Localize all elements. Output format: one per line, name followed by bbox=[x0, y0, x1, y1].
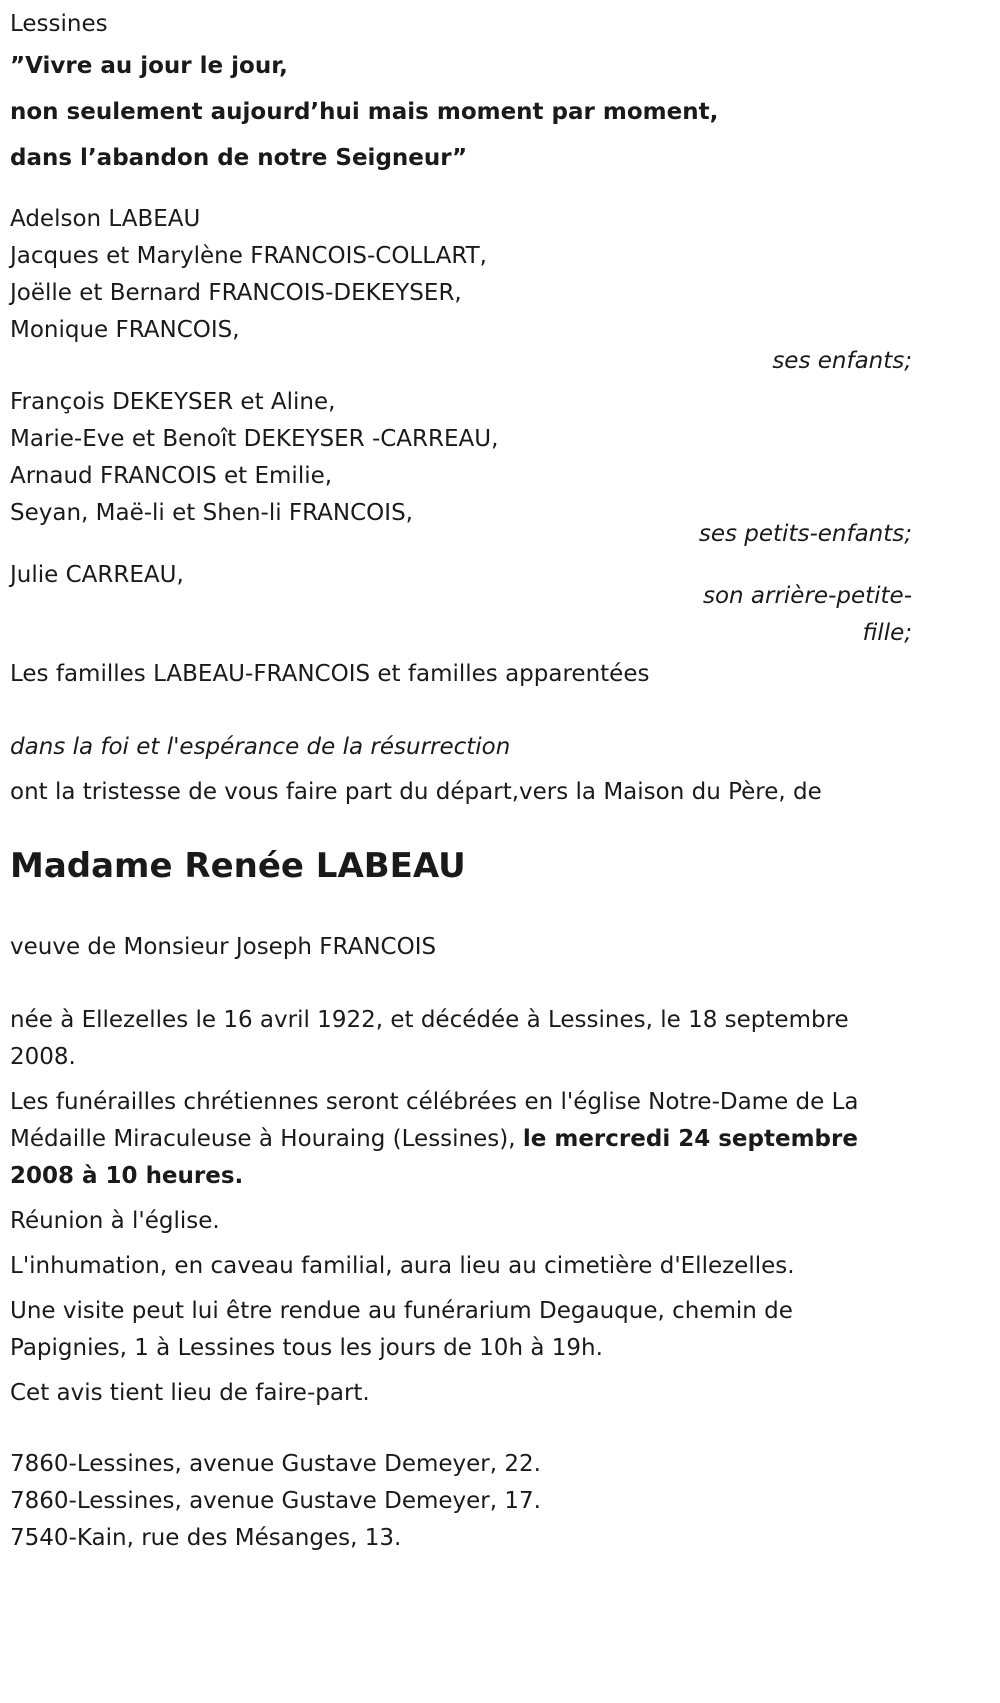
family-member: Julie CARREAU, bbox=[10, 562, 184, 588]
great-grandchild-role: son arrière-petite-fille; bbox=[702, 583, 912, 646]
burial-line: L'inhumation, en caveau familial, aura lieu au cimetière d'Ellezelles. bbox=[10, 1253, 795, 1279]
widow-of-line: veuve de Monsieur Joseph FRANCOIS bbox=[10, 934, 437, 960]
children-role: ses enfants; bbox=[772, 348, 912, 374]
grandchildren-list bbox=[10, 384, 912, 553]
family-member: Jacques et Marylène FRANCOIS-COLLART, bbox=[10, 243, 487, 269]
spouse-name: Adelson LABEAU bbox=[10, 206, 201, 232]
quote-line: dans l’abandon de notre Seigneur” bbox=[10, 145, 468, 171]
birth-death-paragraph: née à Ellezelles le 16 avril 1922, et décédée à Lessines, le 18 septembre 2008. bbox=[10, 1007, 849, 1070]
family-member: Monique FRANCOIS, bbox=[10, 317, 240, 343]
announcement-line: ont la tristesse de vous faire part du départ,vers la Maison du Père, de bbox=[10, 779, 822, 805]
great-grandchild-block bbox=[10, 557, 912, 652]
deceased-name: Madame Renée LABEAU bbox=[10, 846, 466, 886]
family-member: Marie-Eve et Benoît DEKEYSER -CARREAU, bbox=[10, 426, 499, 452]
family-member: Arnaud FRANCOIS et Emilie, bbox=[10, 463, 333, 489]
quote-block bbox=[10, 43, 912, 181]
town-heading: Lessines bbox=[10, 11, 108, 37]
funeral-paragraph bbox=[10, 1084, 912, 1195]
quote-line: non seulement aujourd’hui mais moment par moment, bbox=[10, 99, 719, 125]
funeral-date: le mercredi 24 septembre 2008 à 10 heures. bbox=[10, 1126, 858, 1189]
family-member: François DEKEYSER et Aline, bbox=[10, 389, 336, 415]
family-member: Seyan, Maë-li et Shen-li FRANCOIS, bbox=[10, 500, 413, 526]
children-list bbox=[10, 238, 912, 380]
grandchildren-role: ses petits-enfants; bbox=[698, 521, 912, 547]
address-line: 7540-Kain, rue des Mésanges, 13. bbox=[10, 1525, 402, 1551]
notice-line: Cet avis tient lieu de faire-part. bbox=[10, 1380, 370, 1406]
family-member: Joëlle et Bernard FRANCOIS-DEKEYSER, bbox=[10, 280, 462, 306]
address-line: 7860-Lessines, avenue Gustave Demeyer, 22. bbox=[10, 1451, 541, 1477]
funeral-intro: Les funérailles chrétiennes seront célébrées en l'église Notre-Dame de La Médaille Miraculeuse à Houraing (Lessines), bbox=[10, 1089, 859, 1152]
quote-line: ”Vivre au jour le jour, bbox=[10, 53, 288, 79]
families-line: Les familles LABEAU-FRANCOIS et familles apparentées bbox=[10, 661, 650, 687]
meeting-line: Réunion à l'église. bbox=[10, 1208, 220, 1234]
obituary-document bbox=[10, 0, 912, 1557]
address-line: 7860-Lessines, avenue Gustave Demeyer, 17. bbox=[10, 1488, 541, 1514]
address-list bbox=[10, 1446, 912, 1557]
visit-paragraph: Une visite peut lui être rendue au funérarium Degauque, chemin de Papignies, 1 à Lessines tous les jours de 10h à 19h. bbox=[10, 1298, 793, 1361]
faith-line: dans la foi et l'espérance de la résurrection bbox=[10, 734, 511, 760]
